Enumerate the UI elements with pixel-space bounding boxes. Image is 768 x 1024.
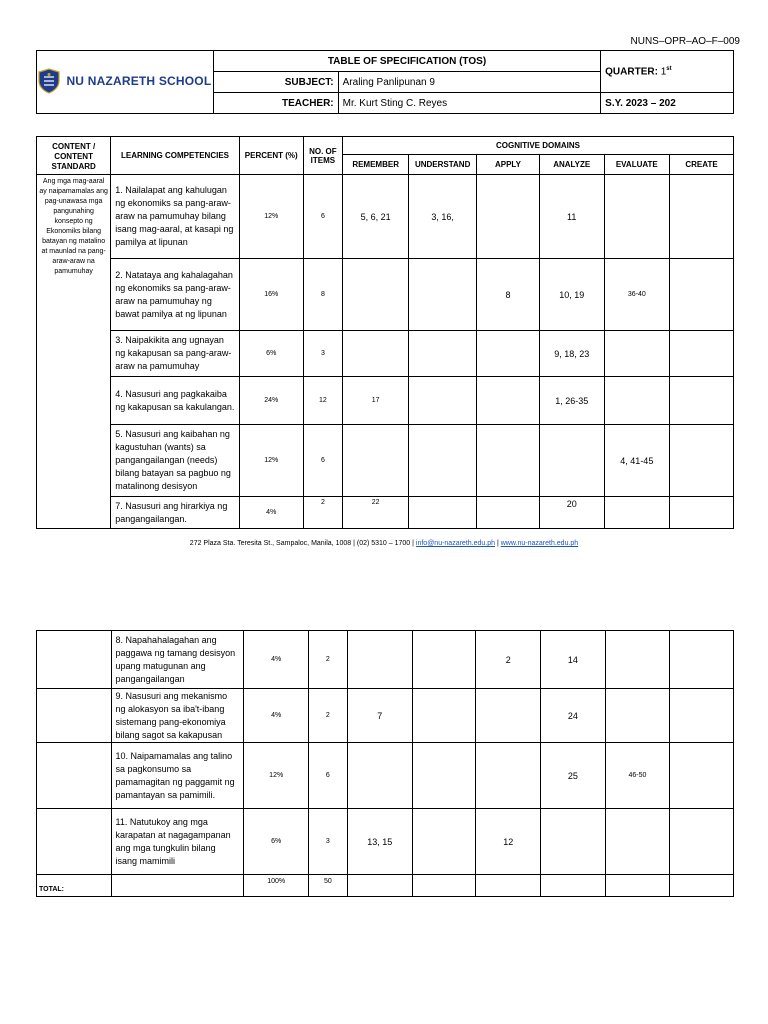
- school-shield-icon: [38, 68, 60, 94]
- content-standard-cell: [37, 743, 112, 809]
- col-learning-competencies: LEARNING COMPETENCIES: [111, 137, 239, 175]
- evaluate-cell: [604, 175, 670, 259]
- analyze-cell: 20: [539, 497, 604, 529]
- total-domain-cell: [476, 875, 541, 897]
- create-cell: [670, 175, 734, 259]
- create-cell: [670, 331, 734, 377]
- understand-cell: [409, 377, 477, 425]
- col-percent: PERCENT (%): [239, 137, 303, 175]
- table-row: [37, 631, 734, 689]
- apply-cell: [477, 331, 540, 377]
- total-items: 50: [308, 875, 347, 897]
- understand-cell: [412, 631, 476, 689]
- evaluate-cell: 36-40: [604, 259, 670, 331]
- evaluate-cell: [605, 689, 670, 743]
- tos-table-page1: [36, 136, 734, 529]
- apply-cell: [477, 377, 540, 425]
- items-cell: 3: [303, 331, 342, 377]
- analyze-cell: 14: [541, 631, 606, 689]
- create-cell: [670, 425, 734, 497]
- tos-title: TABLE OF SPECIFICATION (TOS): [213, 51, 600, 72]
- school-logo-cell: [37, 51, 214, 114]
- apply-cell: 2: [476, 631, 541, 689]
- percent-cell: 4%: [239, 497, 303, 529]
- learning-competency-cell: 1. Nailalapat ang kahulugan ng ekonomiks sa pang-araw-araw na pamumuhay bilang isang mag-aaral, at kasapi ng pamilya at lipunan: [111, 175, 239, 259]
- percent-cell: 12%: [239, 175, 303, 259]
- col-understand: UNDERSTAND: [409, 155, 477, 175]
- analyze-cell: [539, 425, 604, 497]
- evaluate-cell: [605, 631, 670, 689]
- quarter-cell: QUARTER: 1st: [601, 51, 734, 93]
- items-cell: 2: [308, 631, 347, 689]
- remember-cell: [347, 631, 412, 689]
- create-cell: [670, 743, 734, 809]
- understand-cell: [412, 689, 476, 743]
- evaluate-cell: 46-50: [605, 743, 670, 809]
- total-domain-cell: [541, 875, 606, 897]
- understand-cell: 3, 16,: [409, 175, 477, 259]
- apply-cell: [477, 497, 540, 529]
- remember-cell: 13, 15: [347, 809, 412, 875]
- total-label: TOTAL:: [37, 875, 112, 897]
- items-cell: 8: [303, 259, 342, 331]
- total-domain-cell: [605, 875, 670, 897]
- create-cell: [670, 631, 734, 689]
- remember-cell: [343, 425, 409, 497]
- items-cell: 6: [303, 175, 342, 259]
- apply-cell: [476, 689, 541, 743]
- learning-competency-cell: 8. Napahahalagahan ang paggawa ng tamang desisyon upang matugunan ang pangangailangan: [111, 631, 244, 689]
- remember-cell: [347, 743, 412, 809]
- analyze-cell: 10, 19: [539, 259, 604, 331]
- table-row: [37, 743, 734, 809]
- items-cell: 12: [303, 377, 342, 425]
- remember-cell: 17: [343, 377, 409, 425]
- create-cell: [670, 809, 734, 875]
- teacher-value: Mr. Kurt Sting C. Reyes: [338, 93, 601, 114]
- percent-cell: 4%: [244, 631, 308, 689]
- school-name: NU NAZARETH SCHOOL: [66, 73, 212, 88]
- tos-table-page2: [36, 630, 734, 897]
- analyze-cell: 1, 26-35: [539, 377, 604, 425]
- analyze-cell: [541, 809, 606, 875]
- total-percent: 100%: [244, 875, 308, 897]
- items-cell: 3: [308, 809, 347, 875]
- understand-cell: [412, 809, 476, 875]
- apply-cell: 8: [477, 259, 540, 331]
- percent-cell: 16%: [239, 259, 303, 331]
- footer-address: 272 Plaza Sta. Teresita St., Sampaloc, Manila, 1008 | (02) 5310 – 1700 |: [189, 540, 414, 547]
- create-cell: [670, 689, 734, 743]
- apply-cell: [477, 175, 540, 259]
- items-cell: 2: [303, 497, 342, 529]
- evaluate-cell: [605, 809, 670, 875]
- evaluate-cell: [604, 331, 670, 377]
- table-row: [37, 331, 734, 377]
- analyze-cell: 24: [541, 689, 606, 743]
- content-standard-cell: [37, 809, 112, 875]
- learning-competency-cell: 10. Naipamamalas ang talino sa pagkonsumo sa pamamagitan ng paggamit ng pamantayan sa pamimili.: [111, 743, 244, 809]
- table-row: [37, 809, 734, 875]
- table-row: [37, 497, 734, 529]
- apply-cell: [477, 425, 540, 497]
- col-no-of-items: NO. OF ITEMS: [303, 137, 342, 175]
- col-remember: REMEMBER: [343, 155, 409, 175]
- table-row: [37, 689, 734, 743]
- percent-cell: 6%: [239, 331, 303, 377]
- understand-cell: [412, 743, 476, 809]
- subject-value: Araling Panlipunan 9: [338, 72, 601, 93]
- analyze-cell: 25: [541, 743, 606, 809]
- learning-competency-cell: 9. Nasusuri ang mekanismo ng alokasyon sa iba't-ibang sistemang pang-ekonomiya bilang sagot sa kakapusan: [111, 689, 244, 743]
- content-standard-cell: [37, 631, 112, 689]
- teacher-label: TEACHER:: [213, 93, 338, 114]
- items-cell: 6: [308, 743, 347, 809]
- table-row: [37, 425, 734, 497]
- create-cell: [670, 259, 734, 331]
- evaluate-cell: [604, 377, 670, 425]
- learning-competency-cell: 3. Naipakikita ang ugnayan ng kakapusan sa pang-araw- araw na pamumuhay: [111, 331, 239, 377]
- percent-cell: 12%: [239, 425, 303, 497]
- evaluate-cell: 4, 41-45: [604, 425, 670, 497]
- learning-competency-cell: 7. Nasusuri ang hirarkiya ng pangangailangan.: [111, 497, 239, 529]
- understand-cell: [409, 259, 477, 331]
- total-lc-cell: [111, 875, 244, 897]
- percent-cell: 4%: [244, 689, 308, 743]
- learning-competency-cell: 4. Nasusuri ang pagkakaiba ng kakapusan sa kakulangan.: [111, 377, 239, 425]
- col-apply: APPLY: [477, 155, 540, 175]
- learning-competency-cell: 11. Natutukoy ang mga karapatan at nagagampanan ang mga tungkulin bilang isang mamimili: [111, 809, 244, 875]
- create-cell: [670, 497, 734, 529]
- analyze-cell: 9, 18, 23: [539, 331, 604, 377]
- create-cell: [670, 377, 734, 425]
- items-cell: 6: [303, 425, 342, 497]
- total-row: [37, 875, 734, 897]
- understand-cell: [409, 331, 477, 377]
- col-create: CREATE: [670, 155, 734, 175]
- remember-cell: 5, 6, 21: [343, 175, 409, 259]
- apply-cell: 12: [476, 809, 541, 875]
- col-evaluate: EVALUATE: [604, 155, 670, 175]
- total-domain-cell: [412, 875, 476, 897]
- remember-cell: [343, 259, 409, 331]
- total-domain-cell: [347, 875, 412, 897]
- percent-cell: 12%: [244, 743, 308, 809]
- understand-cell: [409, 425, 477, 497]
- total-domain-cell: [670, 875, 734, 897]
- apply-cell: [476, 743, 541, 809]
- footer-separator: |: [496, 540, 499, 547]
- footer-website-link[interactable]: www.nu-nazareth.edu.ph: [500, 540, 579, 547]
- col-content-standard: CONTENT / CONTENT STANDARD: [37, 137, 111, 175]
- percent-cell: 24%: [239, 377, 303, 425]
- remember-cell: 22: [343, 497, 409, 529]
- table-row: [37, 259, 734, 331]
- learning-competency-cell: 2. Natataya ang kahalagahan ng ekonomiks sa pang-araw-araw na pamumuhay ng bawat pamilya at ng lipunan: [111, 259, 239, 331]
- footer-email-link[interactable]: info@nu-nazareth.edu.ph: [415, 540, 496, 547]
- col-cognitive-domains: COGNITIVE DOMAINS: [343, 137, 734, 155]
- content-standard-cell: Ang mga mag-aaral ay naipamamalas ang pag-unawasa mga pangunahing konsepto ng Ekonomiks bilang batayan ng matalino at maunlad na pang-araw-araw na pamumuhay: [37, 175, 111, 529]
- remember-cell: 7: [347, 689, 412, 743]
- table-row: [37, 377, 734, 425]
- subject-label: SUBJECT:: [213, 72, 338, 93]
- evaluate-cell: [604, 497, 670, 529]
- table-row: [37, 175, 734, 259]
- learning-competency-cell: 5. Nasusuri ang kaibahan ng kagustuhan (wants) sa pangangailangan (needs) bilang batayan sa pagbuo ng matalinong desisyon: [111, 425, 239, 497]
- content-standard-cell: [37, 689, 112, 743]
- remember-cell: [343, 331, 409, 377]
- school-year: S.Y. 2023 – 202: [601, 93, 734, 114]
- header-table: [36, 50, 734, 114]
- analyze-cell: 11: [539, 175, 604, 259]
- footer-contact: [0, 540, 768, 547]
- items-cell: 2: [308, 689, 347, 743]
- understand-cell: [409, 497, 477, 529]
- document-code: NUNS–OPR–AO–F–009: [630, 36, 740, 47]
- percent-cell: 6%: [244, 809, 308, 875]
- col-analyze: ANALYZE: [539, 155, 604, 175]
